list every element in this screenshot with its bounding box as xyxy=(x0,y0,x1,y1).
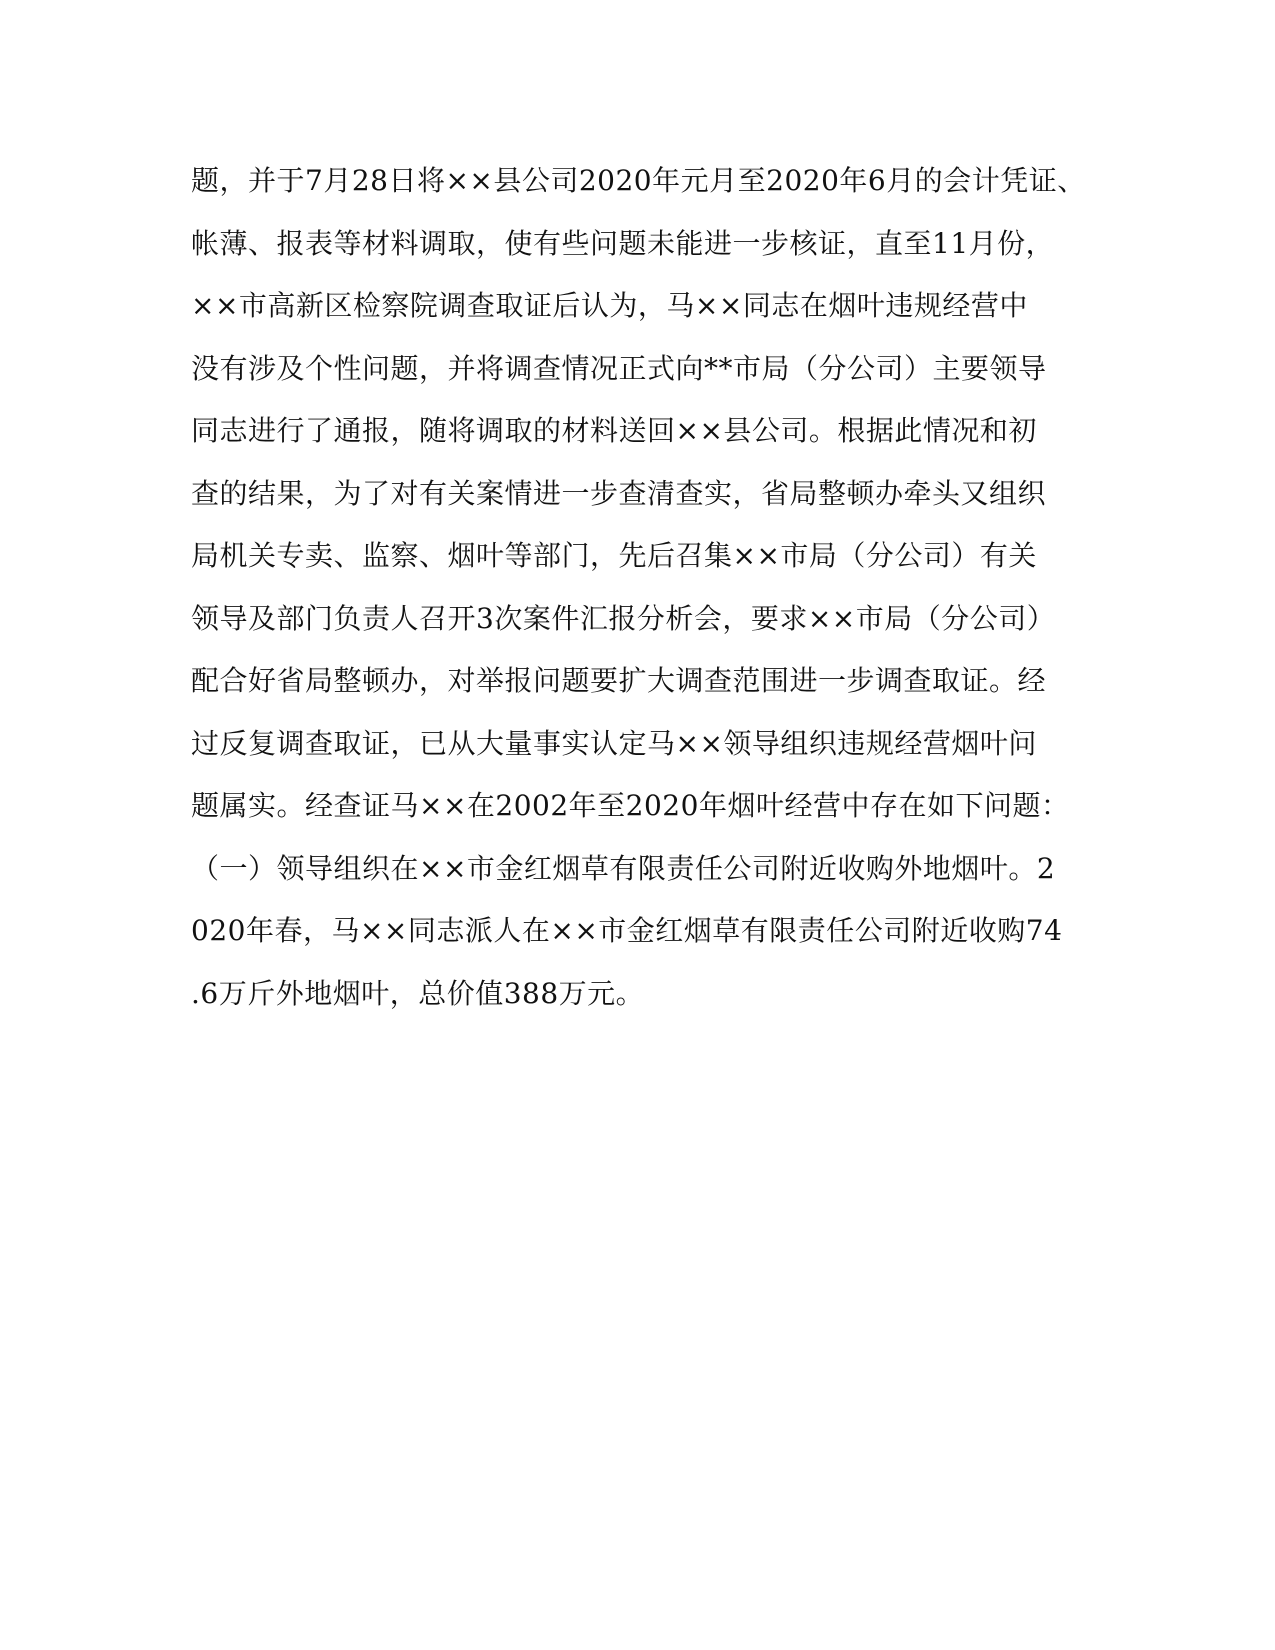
text-line: 过反复调查取证，已从大量事实认定马××领导组织违规经营烟叶问 xyxy=(191,726,1037,760)
text-line: 配合好省局整顿办，对举报问题要扩大调查范围进一步调查取证。经 xyxy=(191,664,1047,697)
text-line: 局机关专卖、监察、烟叶等部门，先后召集××市局（分公司）有关 xyxy=(191,539,1037,572)
text-line: 题属实。经查证马××在2002年至2020年烟叶经营中存在如下问题： xyxy=(191,789,1070,822)
text-line: （一）领导组织在××市金红烟草有限责任公司附近收购外地烟叶。2 xyxy=(191,851,1056,885)
text-line: 同志进行了通报，随将调取的材料送回××县公司。根据此情况和初 xyxy=(191,414,1037,447)
text-line: ××市高新区检察院调查取证后认为，马××同志在烟叶违规经营中 xyxy=(191,289,1028,322)
text-line: 查的结果，为了对有关案情进一步查清查实，省局整顿办牵头又组织 xyxy=(191,476,1047,510)
text-line: .6万斤外地烟叶，总价值388万元。 xyxy=(191,976,645,1010)
text-line: 没有涉及个性问题，并将调查情况正式向**市局（分公司）主要领导 xyxy=(191,351,1047,385)
body-text xyxy=(191,150,1091,1025)
text-line: 题，并于7月28日将××县公司2020年元月至2020年6月的会计凭证、 xyxy=(191,164,1086,197)
text-line: 领导及部门负责人召开3次案件汇报分析会，要求××市局（分公司） xyxy=(191,601,1056,635)
text-line: 帐薄、报表等材料调取，使有些问题未能进一步核证，直至11月份， xyxy=(191,226,1055,260)
text-line: 020年春，马××同志派人在××市金红烟草有限责任公司附近收购74 xyxy=(191,914,1063,947)
